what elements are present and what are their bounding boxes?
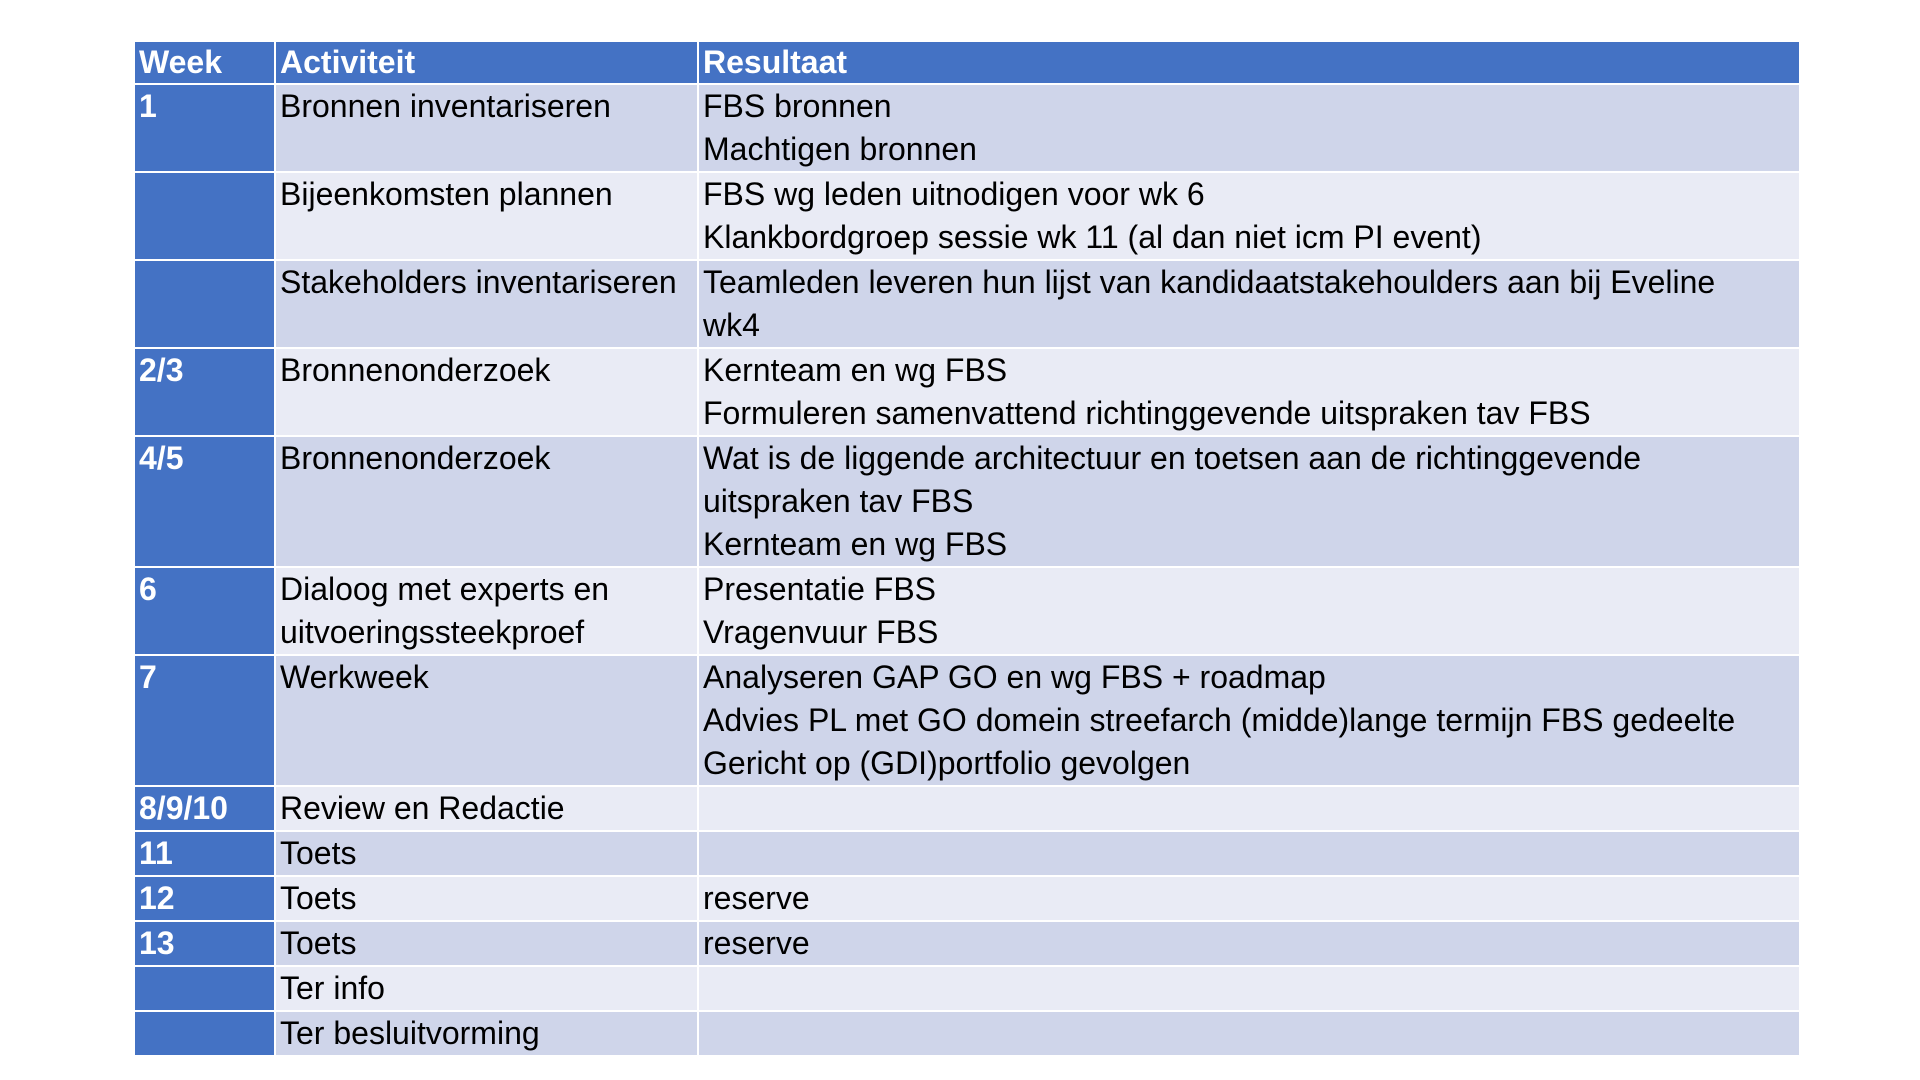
result-cell — [698, 172, 1800, 260]
activity-cell — [275, 831, 698, 876]
table-row — [134, 966, 1800, 1011]
activity-cell — [275, 1011, 698, 1056]
activity-line: Bijeenkomsten plannen — [280, 176, 613, 212]
week-cell: 7 — [134, 655, 275, 786]
activity-cell — [275, 876, 698, 921]
result-line: reserve — [703, 925, 810, 961]
result-line: reserve — [703, 880, 810, 916]
table-row — [134, 921, 1800, 966]
table-row — [134, 84, 1800, 172]
activity-cell — [275, 786, 698, 831]
table-row — [134, 786, 1800, 831]
result-line: FBS wg leden uitnodigen voor wk 6 — [703, 176, 1205, 212]
result-cell — [698, 260, 1800, 348]
activity-line: Dialoog met experts en — [280, 571, 610, 607]
activity-line: Bronnenonderzoek — [280, 440, 551, 476]
activity-cell — [275, 436, 698, 567]
activity-line: Ter info — [280, 970, 385, 1006]
table-row — [134, 260, 1800, 348]
result-line: Advies PL met GO domein streefarch (midde)lange termijn FBS gedeelte — [703, 702, 1736, 738]
table-row — [134, 567, 1800, 655]
result-cell — [698, 436, 1800, 567]
result-cell — [698, 655, 1800, 786]
result-line: Presentatie FBS — [703, 571, 936, 607]
table-row — [134, 348, 1800, 436]
result-line: Teamleden leveren hun lijst van kandidaatstakehoulders aan bij Eveline — [703, 264, 1716, 300]
result-line — [703, 832, 1795, 875]
activity-cell — [275, 655, 698, 786]
result-cell — [698, 831, 1800, 876]
activity-line: Ter besluitvorming — [280, 1015, 540, 1051]
activity-line: Toets — [280, 925, 357, 961]
result-cell — [698, 786, 1800, 831]
result-line — [703, 1012, 1795, 1055]
result-cell — [698, 84, 1800, 172]
week-cell: 1 — [134, 84, 275, 172]
header-result: Resultaat — [698, 41, 1800, 84]
table-row — [134, 436, 1800, 567]
table-row — [134, 831, 1800, 876]
week-cell: 11 — [134, 831, 275, 876]
activity-cell — [275, 348, 698, 436]
result-line: wk4 — [703, 307, 760, 343]
week-cell: 6 — [134, 567, 275, 655]
activity-line: uitvoeringssteekproef — [280, 614, 585, 650]
activity-cell — [275, 172, 698, 260]
result-line: Kernteam en wg FBS — [703, 526, 1008, 562]
week-cell: 12 — [134, 876, 275, 921]
activity-line: Bronnen inventariseren — [280, 88, 611, 124]
result-line: FBS bronnen — [703, 88, 892, 124]
activity-cell — [275, 260, 698, 348]
week-cell — [134, 966, 275, 1011]
result-cell — [698, 567, 1800, 655]
table-row — [134, 876, 1800, 921]
table-row — [134, 655, 1800, 786]
week-cell: 4/5 — [134, 436, 275, 567]
activity-cell — [275, 84, 698, 172]
result-line: Analyseren GAP GO en wg FBS + roadmap — [703, 659, 1326, 695]
week-cell — [134, 1011, 275, 1056]
table-row — [134, 172, 1800, 260]
result-line: Vragenvuur FBS — [703, 614, 939, 650]
result-cell — [698, 1011, 1800, 1056]
activity-line: Toets — [280, 835, 357, 871]
result-line: Wat is de liggende architectuur en toetsen aan de richtinggevende — [703, 440, 1642, 476]
activity-line: Toets — [280, 880, 357, 916]
table-header-row — [134, 41, 1800, 84]
result-cell — [698, 921, 1800, 966]
result-line: Gericht op (GDI)portfolio gevolgen — [703, 745, 1191, 781]
result-line — [703, 967, 1795, 1010]
activity-cell — [275, 921, 698, 966]
activity-cell — [275, 567, 698, 655]
schedule-table — [133, 40, 1801, 1057]
week-cell — [134, 172, 275, 260]
table-row — [134, 1011, 1800, 1056]
header-week: Week — [134, 41, 275, 84]
header-activity: Activiteit — [275, 41, 698, 84]
result-cell — [698, 348, 1800, 436]
week-cell: 2/3 — [134, 348, 275, 436]
result-line: Klankbordgroep sessie wk 11 (al dan niet icm PI event) — [703, 219, 1482, 255]
result-line: Machtigen bronnen — [703, 131, 977, 167]
activity-line: Stakeholders inventariseren — [280, 264, 677, 300]
result-line — [703, 787, 1795, 830]
activity-line: Werkweek — [280, 659, 429, 695]
result-cell — [698, 876, 1800, 921]
result-line: Formuleren samenvattend richtinggevende uitspraken tav FBS — [703, 395, 1591, 431]
week-cell — [134, 260, 275, 348]
activity-line: Bronnenonderzoek — [280, 352, 551, 388]
week-cell: 13 — [134, 921, 275, 966]
result-line: Kernteam en wg FBS — [703, 352, 1008, 388]
result-cell — [698, 966, 1800, 1011]
result-line: uitspraken tav FBS — [703, 483, 974, 519]
activity-line: Review en Redactie — [280, 790, 565, 826]
activity-cell — [275, 966, 698, 1011]
week-cell: 8/9/10 — [134, 786, 275, 831]
